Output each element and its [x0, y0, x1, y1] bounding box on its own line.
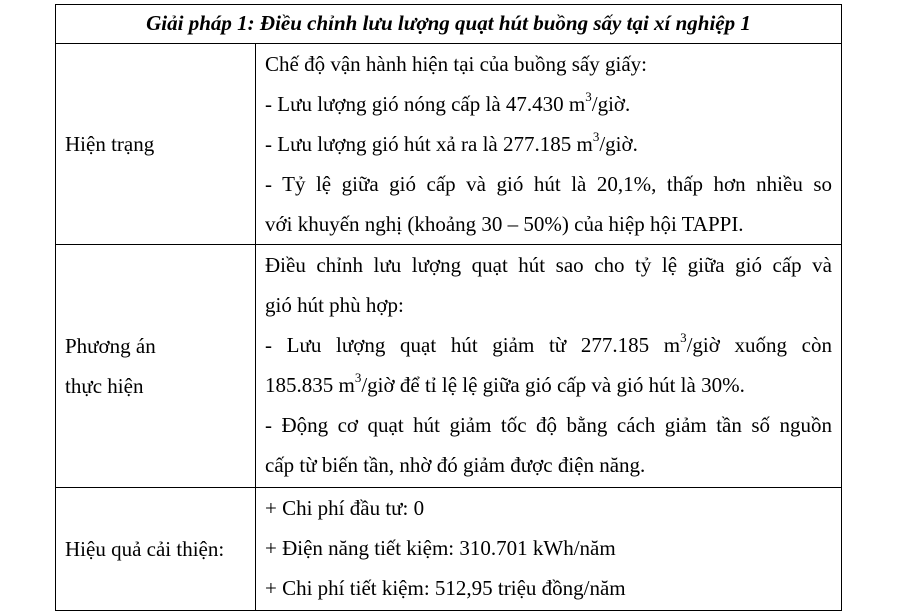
table-row-improvement — [56, 488, 842, 611]
row-label-improvement: Hiệu quả cải thiện: — [56, 488, 256, 611]
table-row-current-status — [56, 44, 842, 245]
content-line: gió hút phù hợp: — [265, 293, 404, 317]
content-line: + Điện năng tiết kiệm: 310.701 kWh/năm — [265, 536, 616, 560]
content-line: + Chi phí tiết kiệm: 512,95 triệu đồng/năm — [265, 576, 626, 600]
table-title: Giải pháp 1: Điều chỉnh lưu lượng quạt hút buồng sấy tại xí nghiệp 1 — [56, 5, 842, 44]
content-line: 185.835 $m^3$/giờ để tỉ lệ lệ giữa gió cấp và gió hút là 30%. — [265, 370, 745, 397]
content-line: - Động cơ quạt hút giảm tốc độ bằng cách giảm tần số nguồn — [265, 413, 833, 437]
content-line: - Lưu lượng gió nóng cấp là 47.430 $m^3$/giờ. — [265, 89, 631, 116]
row-label-current-status: Hiện trạng — [56, 44, 256, 245]
content-line: cấp từ biến tần, nhờ đó giảm được điện năng. — [265, 453, 646, 477]
row-content-plan — [256, 245, 842, 488]
content-line: Chế độ vận hành hiện tại của buồng sấy giấy: — [265, 52, 647, 76]
content-line: Điều chỉnh lưu lượng quạt hút sao cho tỷ lệ giữa gió cấp và — [265, 253, 833, 277]
content-line: + Chi phí đầu tư: 0 — [265, 496, 425, 520]
content-line: với khuyến nghị (khoảng 30 – 50%) của hiệp hội TAPPI. — [265, 212, 744, 236]
row-content-current-status — [256, 44, 842, 245]
solution-table — [55, 4, 842, 611]
row-label-plan: Phương án thực hiện — [56, 245, 256, 488]
content-line: - Tỷ lệ giữa gió cấp và gió hút là 20,1%, thấp hơn nhiều so — [265, 172, 833, 196]
content-line: - Lưu lượng gió hút xả ra là 277.185 $m^3$/giờ. — [265, 129, 638, 156]
row-content-improvement — [256, 488, 842, 611]
table-row-plan — [56, 245, 842, 488]
content-line: - Lưu lượng quạt hút giảm từ 277.185 $m^3$/giờ xuống còn — [265, 330, 833, 357]
